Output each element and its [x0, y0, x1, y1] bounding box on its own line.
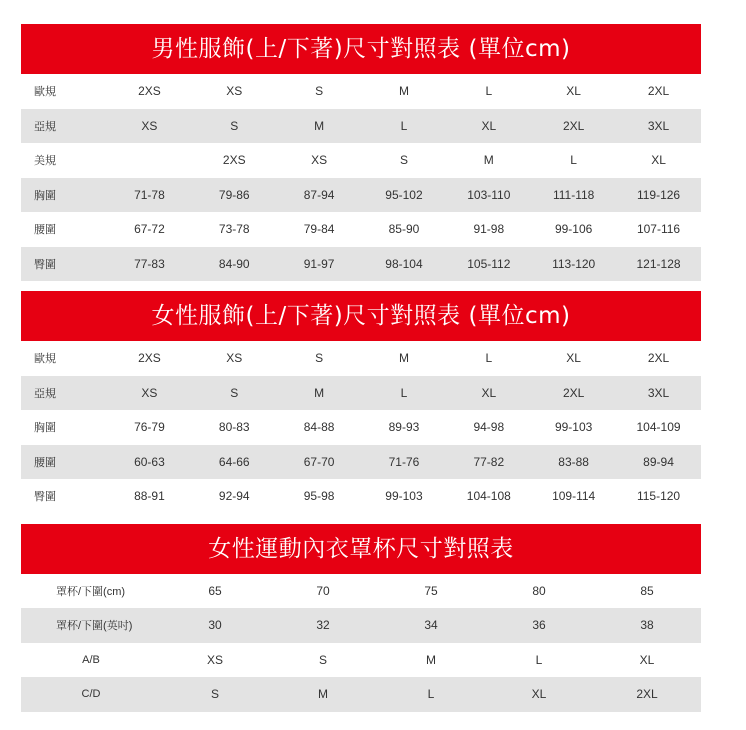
table-cell: 73-78: [218, 222, 250, 237]
table-cell: 71-76: [362, 445, 447, 480]
table-cell: M: [269, 677, 377, 712]
table-cell: 107-116: [636, 222, 681, 237]
table-cell: 83-88: [531, 445, 616, 480]
table-cell: 89-93: [388, 420, 420, 435]
table-row: [21, 143, 701, 178]
table-cell: XL: [639, 652, 655, 667]
table-row: [21, 445, 701, 480]
table-cell: 95-102: [362, 178, 447, 213]
row-label: 胸圍: [21, 178, 107, 213]
table-cell: 2XS: [138, 351, 161, 366]
table-cell: 84-88: [303, 420, 335, 435]
row-label: 腰圍: [21, 445, 107, 480]
table-cell: XL: [446, 376, 531, 411]
table-cell: 2XS: [222, 153, 246, 168]
table-cell: XL: [566, 84, 581, 99]
table-cell: 80-83: [218, 420, 250, 435]
table-cell: 115-120: [636, 489, 681, 504]
table-cell: 30: [161, 608, 269, 643]
row-label: 歐規: [34, 353, 56, 366]
table-cell: 76-79: [134, 420, 165, 435]
table-cell: S: [315, 351, 324, 366]
table-cell: 89-94: [616, 445, 701, 480]
bra-size-chart-title: 女性運動內衣罩杯尺寸對照表: [21, 524, 701, 574]
table-cell: M: [398, 84, 409, 99]
table-row: [21, 643, 701, 678]
table-cell: 99-103: [554, 420, 593, 435]
table-cell: L: [362, 376, 447, 411]
table-cell: XL: [566, 351, 581, 366]
table-row: [21, 376, 701, 411]
table-row: [21, 109, 701, 144]
table-cell: M: [277, 376, 362, 411]
table-cell: 88-91: [134, 489, 165, 504]
table-cell: XL: [651, 153, 666, 168]
table-cell: 2XL: [593, 677, 701, 712]
table-cell: 77-83: [107, 247, 192, 282]
table-cell: 2XL: [531, 109, 616, 144]
table-cell: 64-66: [192, 445, 277, 480]
table-cell: 92-94: [218, 489, 250, 504]
table-cell: 87-94: [277, 178, 362, 213]
table-cell: 38: [593, 608, 701, 643]
table-cell: 79-84: [303, 222, 335, 237]
table-row: [21, 341, 701, 376]
row-label: 胸圍: [34, 422, 56, 435]
table-cell: 103-110: [446, 178, 531, 213]
table-cell: M: [483, 153, 494, 168]
row-label: 亞規: [21, 109, 107, 144]
table-cell: 70: [316, 583, 330, 598]
table-cell: S: [161, 677, 269, 712]
table-cell: 111-118: [531, 178, 616, 213]
table-cell: 79-86: [192, 178, 277, 213]
table-cell: XS: [206, 652, 223, 667]
table-cell: L: [485, 351, 493, 366]
table-cell: 91-98: [473, 222, 505, 237]
table-cell: 3XL: [616, 109, 701, 144]
table-cell: XS: [107, 109, 192, 144]
row-label: 亞規: [21, 376, 107, 411]
table-cell: 99-106: [554, 222, 593, 237]
table-cell: L: [377, 677, 485, 712]
women-size-table: [21, 341, 701, 514]
men-size-chart-title: 男性服飾(上/下著)尺寸對照表 (單位cm): [21, 24, 701, 74]
table-cell: 113-120: [531, 247, 616, 282]
row-label: 罩杯/下圍(英吋): [21, 608, 161, 643]
table-cell: 2XS: [138, 84, 161, 99]
table-cell: 104-108: [466, 489, 511, 504]
row-label: C/D: [21, 677, 161, 712]
table-cell: 36: [485, 608, 593, 643]
table-cell: XS: [107, 376, 192, 411]
row-label: 臀圍: [21, 247, 107, 282]
table-row: [21, 677, 701, 712]
table-cell: L: [535, 652, 543, 667]
table-cell: S: [318, 652, 327, 667]
table-row: [21, 74, 701, 109]
table-cell: S: [192, 376, 277, 411]
table-row: [21, 574, 701, 609]
table-cell: 77-82: [446, 445, 531, 480]
table-row: [21, 178, 701, 213]
table-cell: S: [192, 109, 277, 144]
table-cell: 84-90: [192, 247, 277, 282]
table-cell: S: [315, 84, 324, 99]
table-cell: [107, 143, 192, 178]
row-label: 美規: [34, 155, 56, 168]
table-cell: XS: [226, 351, 243, 366]
row-label: 歐規: [34, 86, 56, 99]
table-cell: 80: [532, 583, 546, 598]
table-cell: 2XL: [647, 84, 670, 99]
row-label: 罩杯/下圍(cm): [56, 585, 126, 598]
table-cell: 2XL: [531, 376, 616, 411]
table-row: [21, 479, 701, 514]
table-cell: 85-90: [388, 222, 420, 237]
table-cell: 85: [640, 583, 654, 598]
table-cell: L: [485, 84, 493, 99]
table-cell: 105-112: [446, 247, 531, 282]
table-cell: 34: [377, 608, 485, 643]
table-cell: L: [570, 153, 577, 168]
women-size-chart-title: 女性服飾(上/下著)尺寸對照表 (單位cm): [21, 291, 701, 341]
table-cell: 104-109: [636, 420, 681, 435]
table-cell: S: [399, 153, 408, 168]
table-cell: M: [426, 652, 436, 667]
table-cell: 3XL: [616, 376, 701, 411]
table-cell: 98-104: [362, 247, 447, 282]
table-cell: 67-70: [277, 445, 362, 480]
table-cell: XS: [311, 153, 328, 168]
table-cell: 32: [269, 608, 377, 643]
table-row: [21, 247, 701, 282]
row-label: 腰圍: [34, 224, 56, 237]
table-cell: 65: [208, 583, 222, 598]
table-cell: 71-78: [107, 178, 192, 213]
table-cell: XL: [485, 677, 593, 712]
table-cell: 99-103: [385, 489, 423, 504]
table-cell: 121-128: [616, 247, 701, 282]
row-label: 臀圍: [34, 491, 56, 504]
table-row: [21, 608, 701, 643]
table-row: [21, 410, 701, 445]
table-cell: XL: [446, 109, 531, 144]
table-cell: 67-72: [134, 222, 165, 237]
size-chart: [21, 24, 701, 712]
table-cell: M: [398, 351, 409, 366]
table-cell: 60-63: [107, 445, 192, 480]
table-cell: M: [277, 109, 362, 144]
table-cell: 94-98: [473, 420, 505, 435]
table-cell: XS: [226, 84, 243, 99]
men-size-table: [21, 74, 701, 281]
table-cell: 95-98: [303, 489, 335, 504]
table-cell: 91-97: [277, 247, 362, 282]
table-cell: 109-114: [552, 489, 596, 504]
table-cell: 75: [424, 583, 438, 598]
table-cell: 119-126: [616, 178, 701, 213]
table-cell: L: [362, 109, 447, 144]
table-cell: 2XL: [647, 351, 670, 366]
bra-size-table: [21, 574, 701, 712]
row-label: A/B: [82, 653, 100, 666]
table-row: [21, 212, 701, 247]
